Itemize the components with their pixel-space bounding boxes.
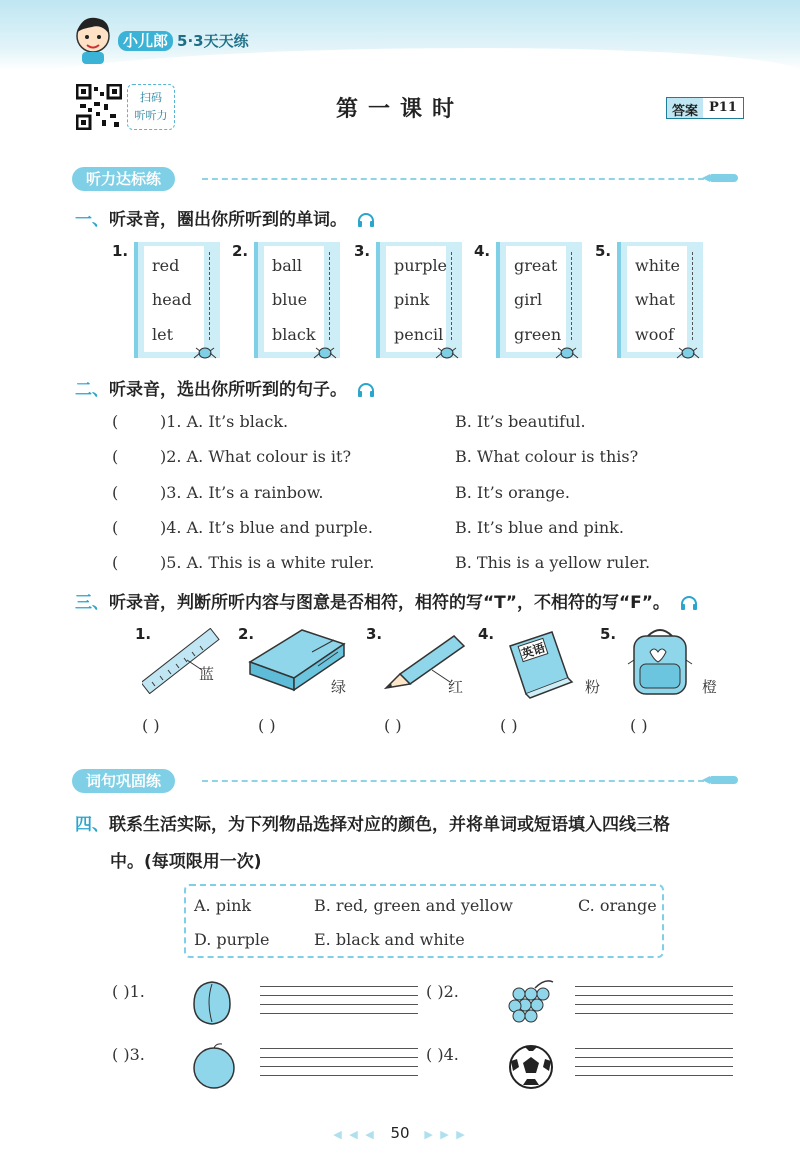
page-title: 第一课时 [335, 97, 464, 122]
football-icon [507, 1043, 555, 1091]
scan-listen-label: 扫码 听听力 [127, 84, 175, 130]
option-b: B. It’s beautiful. [455, 412, 586, 431]
option-b: B. It’s blue and pink. [455, 518, 624, 537]
color-label: 粉 [585, 678, 601, 696]
answer-blank[interactable]: ( )1. [112, 982, 145, 1001]
brand-title: 小儿郎 5·3天天练 [118, 30, 249, 51]
book-title: 英语 [519, 640, 547, 662]
option-b: B. It’s orange. [455, 483, 570, 502]
option-a: )5. A. This is a white ruler. [160, 553, 375, 572]
option-d: D. purple [194, 930, 270, 949]
writing-lines[interactable] [575, 1048, 733, 1076]
question-4-note: 中。(每项限用一次) [110, 852, 262, 872]
word-option[interactable]: blue [272, 290, 308, 309]
word-option[interactable]: pencil [394, 325, 444, 344]
answer-blank[interactable]: ( )2. [426, 982, 459, 1001]
spider-icon [312, 344, 338, 360]
word-option[interactable]: what [635, 290, 675, 309]
writing-lines[interactable] [260, 986, 418, 1014]
answer-blank[interactable]: ( [112, 412, 119, 431]
option-box [184, 884, 664, 958]
color-label: 红 [448, 678, 464, 696]
word-option[interactable]: let [152, 325, 174, 344]
writing-lines[interactable] [575, 986, 733, 1014]
spider-icon [434, 344, 460, 360]
word-option[interactable]: green [514, 325, 562, 344]
word-card [376, 242, 462, 358]
picture-number: 5. [600, 625, 617, 643]
spider-icon [554, 344, 580, 360]
picture-number: 4. [478, 625, 495, 643]
section-bar-practice [72, 769, 738, 795]
headphones-icon[interactable] [357, 382, 375, 398]
word-card [254, 242, 340, 358]
answer-blank[interactable]: ( ) [258, 716, 276, 735]
answer-blank[interactable]: ( [112, 447, 119, 466]
writing-lines[interactable] [260, 1048, 418, 1076]
word-option[interactable]: purple [394, 256, 448, 275]
section-bar-listening [72, 167, 738, 193]
answer-blank[interactable]: ( )3. [112, 1045, 145, 1064]
option-a: )3. A. It’s a rainbow. [160, 483, 324, 502]
word-option[interactable]: head [152, 290, 192, 309]
answer-blank[interactable]: ( ) [142, 716, 160, 735]
answer-blank[interactable]: ( ) [630, 716, 648, 735]
picture-number: 1. [135, 625, 152, 643]
option-a: )4. A. It’s blue and purple. [160, 518, 373, 537]
section-label: 听力达标练 [72, 167, 175, 191]
spider-icon [675, 344, 701, 360]
section-label: 词句巩固练 [72, 769, 175, 793]
question-2-heading: 二、听录音，选出你所听到的句子。 [75, 375, 375, 400]
headphones-icon[interactable] [357, 212, 375, 228]
word-option[interactable]: girl [514, 290, 543, 309]
option-b: B. red, green and yellow [314, 896, 513, 915]
word-card [134, 242, 220, 358]
card-number: 4. [474, 242, 491, 260]
word-option[interactable]: black [272, 325, 316, 344]
answer-reference: 答案 P11 [666, 97, 744, 119]
backpack-icon [626, 624, 694, 700]
word-option[interactable]: ball [272, 256, 303, 275]
option-e: E. black and white [314, 930, 465, 949]
word-option[interactable]: red [152, 256, 180, 275]
picture-number: 3. [366, 625, 383, 643]
word-option[interactable]: white [635, 256, 681, 275]
option-a: )2. A. What colour is it? [160, 447, 352, 466]
pencil-icon [710, 174, 738, 182]
color-label: 绿 [331, 678, 347, 696]
grapes-icon [505, 978, 557, 1026]
card-number: 2. [232, 242, 249, 260]
card-number: 1. [112, 242, 129, 260]
color-label: 橙 [702, 678, 718, 696]
answer-blank[interactable]: ( ) [384, 716, 402, 735]
word-option[interactable]: woof [635, 325, 674, 344]
ruler-icon [142, 628, 222, 694]
word-card [496, 242, 582, 358]
answer-blank[interactable]: ( )4. [426, 1045, 459, 1064]
card-number: 3. [354, 242, 371, 260]
word-option[interactable]: great [514, 256, 558, 275]
option-a: )1. A. It’s black. [160, 412, 289, 431]
answer-blank[interactable]: ( [112, 518, 119, 537]
option-b: B. This is a yellow ruler. [455, 553, 651, 572]
answer-blank[interactable]: ( [112, 483, 119, 502]
mascot-icon [70, 14, 116, 66]
pencil-icon [710, 776, 738, 784]
option-a: A. pink [194, 896, 252, 915]
orange-icon [190, 1041, 238, 1091]
peach-icon [190, 978, 234, 1026]
answer-blank[interactable]: ( [112, 553, 119, 572]
card-number: 5. [595, 242, 612, 260]
page-footer: ◀ ◀ ◀ 50 ▶ ▶ ▶ [333, 1124, 467, 1142]
page-number: 50 [390, 1124, 410, 1142]
option-b: B. What colour is this? [455, 447, 639, 466]
spider-icon [192, 344, 218, 360]
word-option[interactable]: pink [394, 290, 430, 309]
picture-number: 2. [238, 625, 255, 643]
question-4-heading: 四、联系生活实际，为下列物品选择对应的颜色，并将单词或短语填入四线三格 [75, 815, 670, 835]
answer-blank[interactable]: ( ) [500, 716, 518, 735]
option-c: C. orange [578, 896, 657, 915]
headphones-icon[interactable] [680, 595, 698, 611]
word-card [617, 242, 703, 358]
color-label: 蓝 [199, 665, 215, 683]
question-1-heading: 一、听录音，圈出你所听到的单词。 [75, 205, 375, 230]
question-3-heading: 三、听录音，判断所听内容与图意是否相符，相符的写“T”，不相符的写“F”。 [75, 588, 698, 613]
